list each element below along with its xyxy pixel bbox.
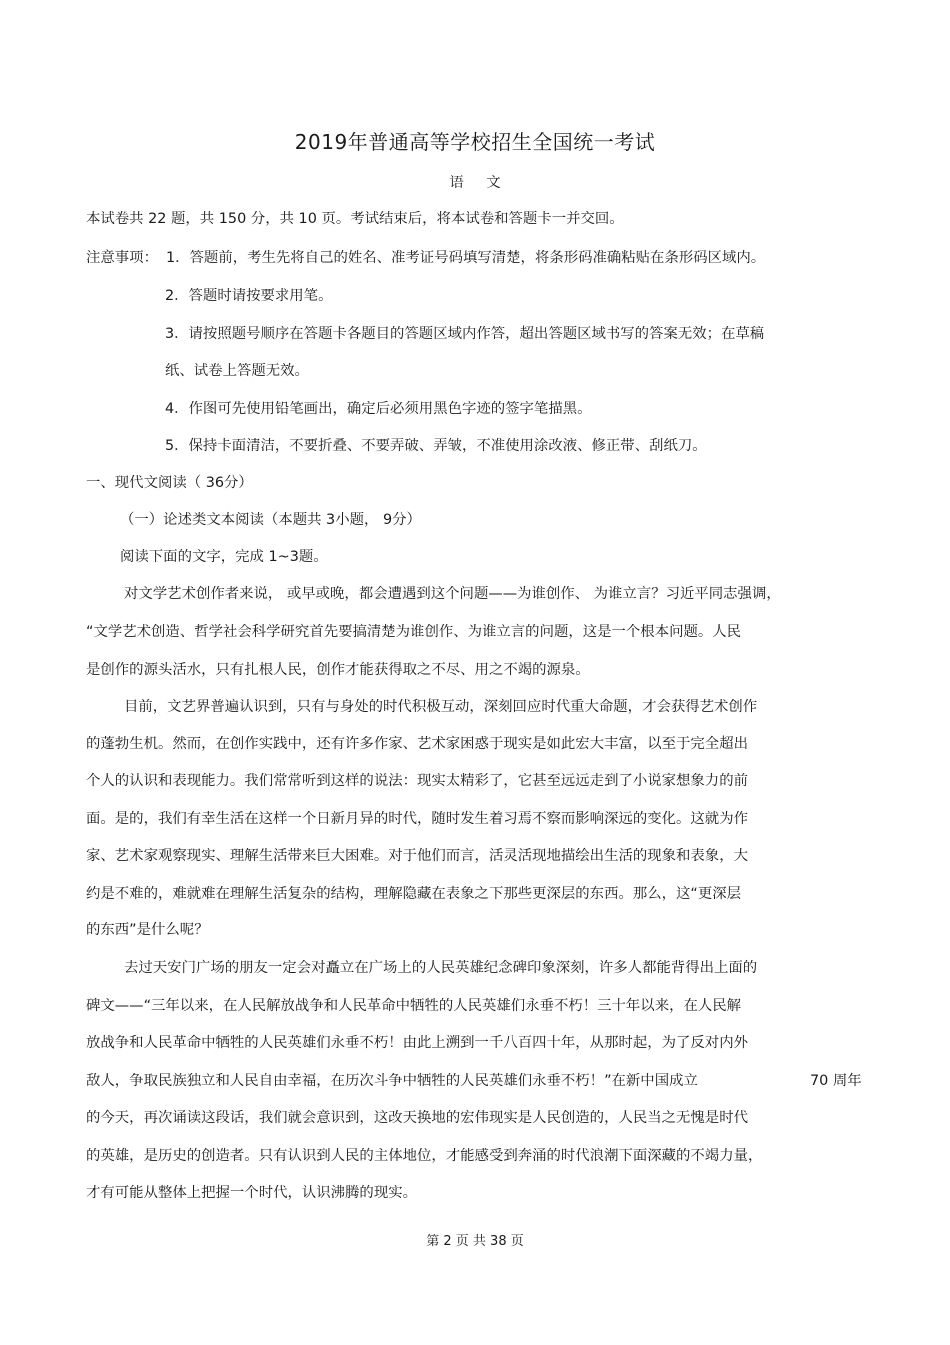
subject-name: 语 文 bbox=[449, 175, 501, 191]
reading-instruction: 阅读下面的文字，完成 1~3题。 bbox=[120, 549, 328, 565]
passage-line: 的今天，再次诵读这段话，我们就会意识到，这改天换地的宏伟现实是人民创造的，人民当之无愧是时代 bbox=[86, 1110, 748, 1126]
passage-line-tail: 70 周年 bbox=[810, 1073, 862, 1089]
note-item-1: 1．答题前，考生先将自己的姓名、准考证号码填写清楚，将条形码准确粘贴在条形码区域内。 bbox=[166, 250, 766, 266]
page-number: 第 2 页 共 38 页 bbox=[426, 1234, 524, 1249]
note-item-3: 3．请按照题号顺序在答题卡各题目的答题区域内作答，超出答题区域书写的答案无效；在草稿 bbox=[165, 326, 765, 342]
passage-line: 的蓬勃生机。然而，在创作实践中，还有许多作家、艺术家困惑于现实是如此宏大丰富，以至于完全超出 bbox=[86, 736, 748, 752]
notes-label: 注意事项： bbox=[86, 250, 158, 266]
passage-line: 放战争和人民革命中牺牲的人民英雄们永垂不朽！由此上溯到一千八百四十年，从那时起，为了反对内外 bbox=[86, 1035, 748, 1051]
passage-line: 碑文——“三年以来，在人民解放战争和人民革命中牺牲的人民英雄们永垂不朽！三十年以来，在人民解 bbox=[86, 998, 742, 1014]
passage-line: 的东西”是什么呢？ bbox=[86, 922, 209, 938]
passage-line: 敌人，争取民族独立和人民自由幸福，在历次斗争中牺牲的人民英雄们永垂不朽！”在新中国成立 bbox=[86, 1073, 698, 1089]
note-item-4: 4．作图可先使用铅笔画出，确定后必须用黑色字迹的签字笔描黑。 bbox=[165, 401, 592, 417]
passage-line: 对文学艺术创作者来说， 或早或晚，都会遭遇到这个问题——为谁创作、 为谁立言？习近平同志强调， bbox=[124, 586, 781, 602]
exam-title: 2019年普通高等学校招生全国统一考试 bbox=[294, 130, 656, 154]
passage-line: “文学艺术创造、哲学社会科学研究首先要搞清楚为谁创作、为谁立言的问题，这是一个根本问题。人民 bbox=[86, 624, 742, 640]
passage-line: 约是不难的，难就难在理解生活复杂的结构，理解隐藏在表象之下那些更深层的东西。那么，这“更深层 bbox=[86, 886, 742, 902]
passage-line: 家、艺术家观察现实、理解生活带来巨大困难。对于他们而言，活灵活现地描绘出生活的现象和表象，大 bbox=[86, 848, 748, 864]
note-item-5: 5．保持卡面清洁，不要折叠、不要弄破、弄皱，不准使用涂改液、修正带、刮纸刀。 bbox=[165, 438, 707, 454]
passage-line: 才有可能从整体上把握一个时代，认识沸腾的现实。 bbox=[86, 1185, 417, 1201]
passage-line: 的英雄，是历史的创造者。只有认识到人民的主体地位，才能感受到奔涌的时代浪潮下面深藏的不竭力量， bbox=[86, 1148, 763, 1164]
passage-line: 去过天安门广场的朋友一定会对矗立在广场上的人民英雄纪念碑印象深刻，许多人都能背得出上面的 bbox=[124, 960, 758, 976]
note-item-3-cont: 纸、试卷上答题无效。 bbox=[165, 363, 309, 379]
passage-line: 面。是的，我们有幸生活在这样一个日新月异的时代，随时发生着习焉不察而影响深远的变化。这就为作 bbox=[86, 811, 748, 827]
exam-intro: 本试卷共 22 题，共 150 分，共 10 页。考试结束后，将本试卷和答题卡一并交回。 bbox=[86, 211, 624, 227]
passage-line: 是创作的源头活水，只有扎根人民，创作才能获得取之不尽、用之不竭的源泉。 bbox=[86, 662, 590, 678]
note-item-2: 2．答题时请按要求用笔。 bbox=[165, 288, 333, 304]
section-heading: 一、现代文阅读（ 36分） bbox=[86, 475, 253, 491]
passage-line: 目前，文艺界普遍认识到，只有与身处的时代积极互动，深刻回应时代重大命题，才会获得艺术创作 bbox=[124, 699, 758, 715]
passage-line: 个人的认识和表现能力。我们常常听到这样的说法：现实太精彩了，它甚至远远走到了小说家想象力的前 bbox=[86, 773, 748, 789]
section-subheading: （一）论述类文本阅读（本题共 3小题， 9分） bbox=[120, 512, 421, 528]
